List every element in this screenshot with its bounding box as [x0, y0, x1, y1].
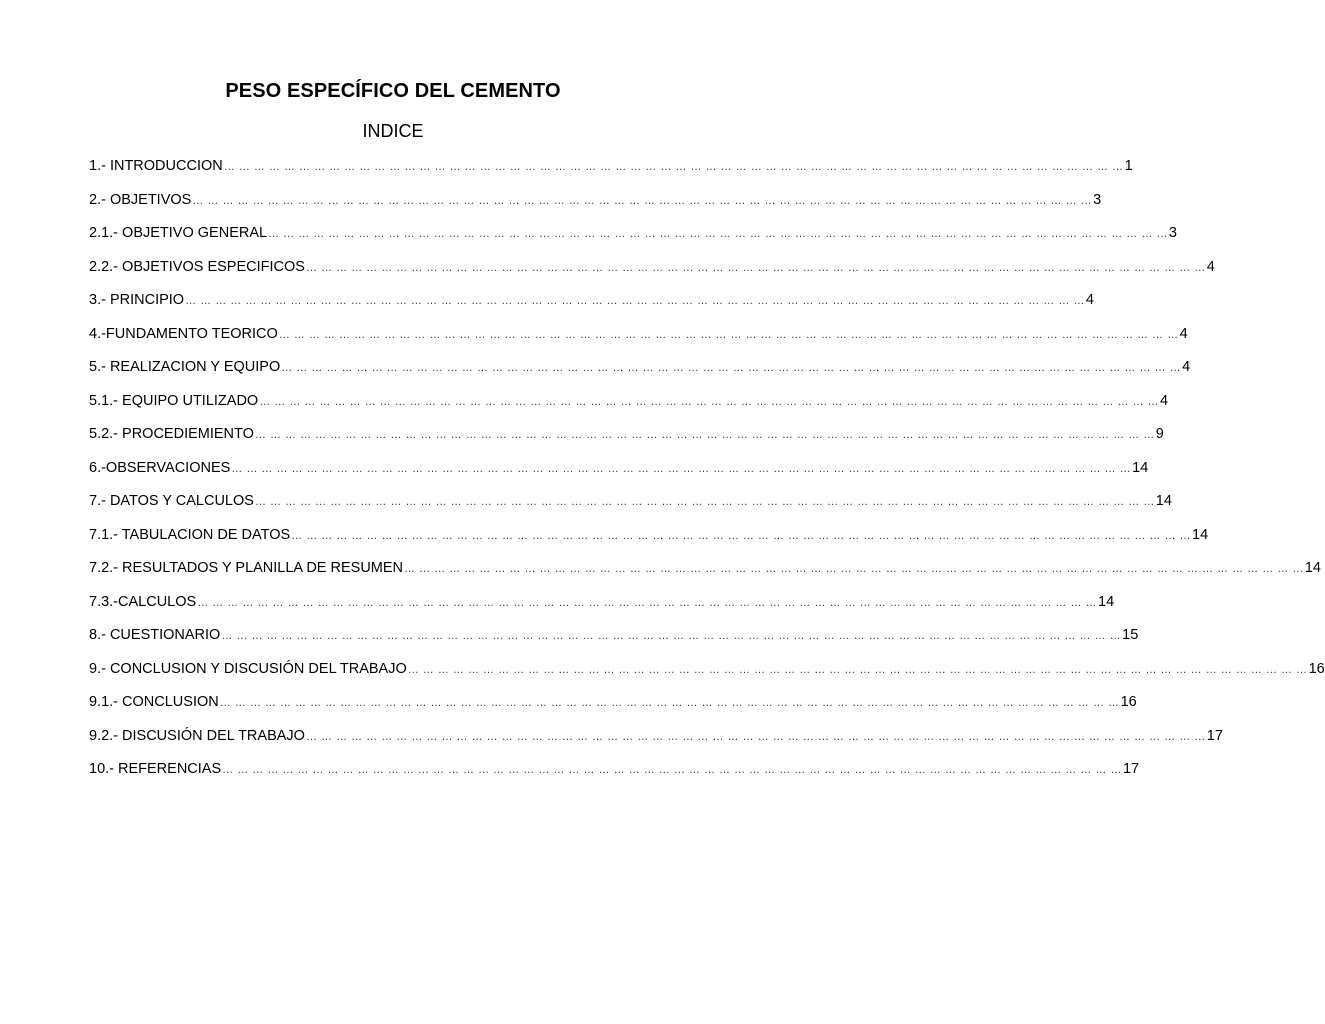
toc-leader-dots: … … … … … … … … … … … … … … … … … … … … … … … … … … … … … … … … … … … … … … … … … … … … … … … … … … … … … … … … … … … … — [222, 764, 1122, 776]
toc-entry-label: 9.- CONCLUSION Y DISCUSIÓN DEL TRABAJO — [89, 660, 407, 677]
toc-entry-label: 7.- DATOS Y CALCULOS — [89, 493, 254, 509]
toc-entry-label: 5.- REALIZACION Y EQUIPO — [89, 359, 281, 375]
toc-entry-page: 14 — [1132, 459, 1149, 476]
toc-leader-dots: … … … … … … … … … … … … … … … … … … … … … … … … … … … … … … … … … … … … … … … … … … … … … … … … … … … … … … … … … … … … — [197, 596, 1098, 609]
toc-leader-dots: … … … … … … … … … … … … … … … … … … … … … … … … … … … … … … … … … … … … … … … … … … … … … … … … … … … … … … … … … … … … — [268, 228, 1168, 240]
toc-leader-dots: … … … … … … … … … … … … … … … … … … … … … … … … … … … … … … … … … … … … … … … … … … … … … … … … … … … … … … … … … … … … — [278, 328, 1179, 341]
toc-entry-label: 2.- OBJETIVOS — [89, 191, 192, 208]
toc-leader-dots: … … … … … … … … … … … … … … … … … … … … … … … … … … … … … … … … … … … … … … … … … … … … … … … … … … … … … … … … … … … … — [259, 395, 1160, 408]
toc-entry-page: 14 — [1155, 493, 1172, 509]
toc-entry — [89, 225, 1177, 259]
toc-entry — [89, 426, 1164, 460]
toc-entry-page: 16 — [1308, 660, 1325, 677]
toc-entry-label: 5.1.- EQUIPO UTILIZADO — [89, 392, 259, 409]
toc-entry-page: 9 — [1155, 426, 1164, 442]
toc-leader-dots: … … … … … … … … … … … … … … … … … … … … … … … … … … … … … … … … … … … … … … … … … … … … … … … … … … … … … … … … … … … … — [305, 730, 1206, 743]
toc-entry-label: 5.2.- PROCEDIEMIENTO — [89, 426, 254, 442]
toc-entry — [89, 392, 1169, 427]
toc-leader-dots: … … … … … … … … … … … … … … … … … … … … … … … … … … … … … … … … … … … … … … … … … … … … … … … … … … … … … … … … … … … … — [185, 295, 1085, 307]
toc-leader-dots: … … … … … … … … … … … … … … … … … … … … … … … … … … … … … … … … … … … … … … … … … … … … … … … … … … … … … … … … … … … … — [407, 663, 1308, 676]
toc-entry-page: 4 — [1085, 292, 1094, 308]
toc-entry-label: 3.- PRINCIPIO — [89, 292, 185, 308]
toc-entry-page: 14 — [1304, 560, 1321, 576]
toc-leader-dots: … … … … … … … … … … … … … … … … … … … … … … … … … … … … … … … … … … … … … … … … … … … … … … … … … … … … … … … … … … … … — [254, 496, 1155, 508]
toc-leader-dots: … … … … … … … … … … … … … … … … … … … … … … … … … … … … … … … … … … … … … … … … … … … … … … … … … … … … … … … … … … … … — [305, 261, 1206, 274]
toc-entry — [89, 627, 1139, 661]
toc-entry-page: 16 — [1120, 694, 1137, 710]
toc-entry-label: 7.3.-CALCULOS — [89, 593, 197, 610]
toc-entry-page: 14 — [1192, 526, 1209, 543]
toc-entry-label: 6.-OBSERVACIONES — [89, 459, 231, 476]
toc-entry — [89, 258, 1215, 293]
toc-leader-dots: … … … … … … … … … … … … … … … … … … … … … … … … … … … … … … … … … … … … … … … … … … … … … … … … … … … … … … … … … … … … — [223, 161, 1124, 173]
toc-entry-label: 2.2.- OBJETIVOS ESPECIFICOS — [89, 258, 305, 275]
toc-entry — [89, 359, 1191, 393]
toc-leader-dots: … … … … … … … … … … … … … … … … … … … … … … … … … … … … … … … … … … … … … … … … … … … … … … … … … … … … … … … … … … … … — [291, 529, 1192, 542]
toc-entry-page: 3 — [1168, 225, 1177, 241]
toc-entry — [89, 761, 1140, 795]
toc-entry-page: 17 — [1206, 727, 1223, 744]
toc-entry-page: 4 — [1182, 359, 1191, 375]
toc-leader-dots: … … … … … … … … … … … … … … … … … … … … … … … … … … … … … … … … … … … … … … … … … … … … … … … … … … … … … … … … … … … … — [192, 194, 1093, 207]
toc-entry — [89, 593, 1115, 628]
toc-entry — [89, 660, 1325, 695]
table-of-contents — [89, 158, 1325, 795]
toc-leader-dots: … … … … … … … … … … … … … … … … … … … … … … … … … … … … … … … … … … … … … … … … … … … … … … … … … … … … … … … … … … … … — [281, 362, 1182, 374]
toc-entry-page: 14 — [1098, 593, 1115, 610]
toc-entry — [89, 727, 1223, 762]
toc-entry-page: 17 — [1122, 761, 1140, 777]
toc-leader-dots: … … … … … … … … … … … … … … … … … … … … … … … … … … … … … … … … … … … … … … … … … … … … … … … … … … … … … … … … … … … … — [254, 429, 1155, 441]
toc-entry-page: 4 — [1206, 258, 1215, 275]
toc-entry-label: 2.1.- OBJETIVO GENERAL — [89, 225, 268, 241]
toc-entry-label: 9.1.- CONCLUSION — [89, 694, 219, 710]
toc-entry-page: 1 — [1124, 158, 1133, 174]
toc-entry-label: 1.- INTRODUCCION — [89, 158, 223, 174]
toc-entry-label: 4.-FUNDAMENTO TEORICO — [89, 325, 278, 342]
toc-entry — [89, 526, 1209, 561]
toc-entry-page: 3 — [1093, 191, 1102, 208]
toc-leader-dots: … … … … … … … … … … … … … … … … … … … … … … … … … … … … … … … … … … … … … … … … … … … … … … … … … … … … … … … … … … … … — [231, 462, 1132, 475]
toc-leader-dots: … … … … … … … … … … … … … … … … … … … … … … … … … … … … … … … … … … … … … … … … … … … … … … … … … … … … … … … … … … … … — [219, 697, 1120, 709]
toc-entry — [89, 191, 1102, 226]
toc-entry-page: 15 — [1122, 627, 1139, 643]
toc-entry — [89, 560, 1321, 594]
toc-entry — [89, 694, 1137, 728]
toc-entry-label: 7.2.- RESULTADOS Y PLANILLA DE RESUMEN — [89, 560, 404, 576]
index-heading: INDICE — [362, 121, 424, 141]
toc-leader-dots: … … … … … … … … … … … … … … … … … … … … … … … … … … … … … … … … … … … … … … … … … … … … … … … … … … … … … … … … … … … … — [221, 630, 1122, 642]
toc-entry-label: 10.- REFERENCIAS — [89, 761, 222, 777]
toc-entry — [89, 325, 1188, 360]
toc-entry — [89, 292, 1094, 326]
toc-entry-label: 7.1.- TABULACION DE DATOS — [89, 526, 291, 543]
toc-leader-dots: … … … … … … … … … … … … … … … … … … … … … … … … … … … … … … … … … … … … … … … … … … … … … … … … … … … … … … … … … … … … — [404, 563, 1304, 575]
document-title: PESO ESPECÍFICO DEL CEMENTO — [225, 80, 561, 102]
toc-entry — [89, 493, 1172, 527]
toc-entry-page: 4 — [1179, 325, 1188, 342]
toc-entry-label: 8.- CUESTIONARIO — [89, 627, 221, 643]
toc-entry — [89, 158, 1133, 192]
toc-entry-label: 9.2.- DISCUSIÓN DEL TRABAJO — [89, 727, 305, 744]
toc-entry-page: 4 — [1160, 392, 1169, 409]
toc-entry — [89, 459, 1149, 494]
